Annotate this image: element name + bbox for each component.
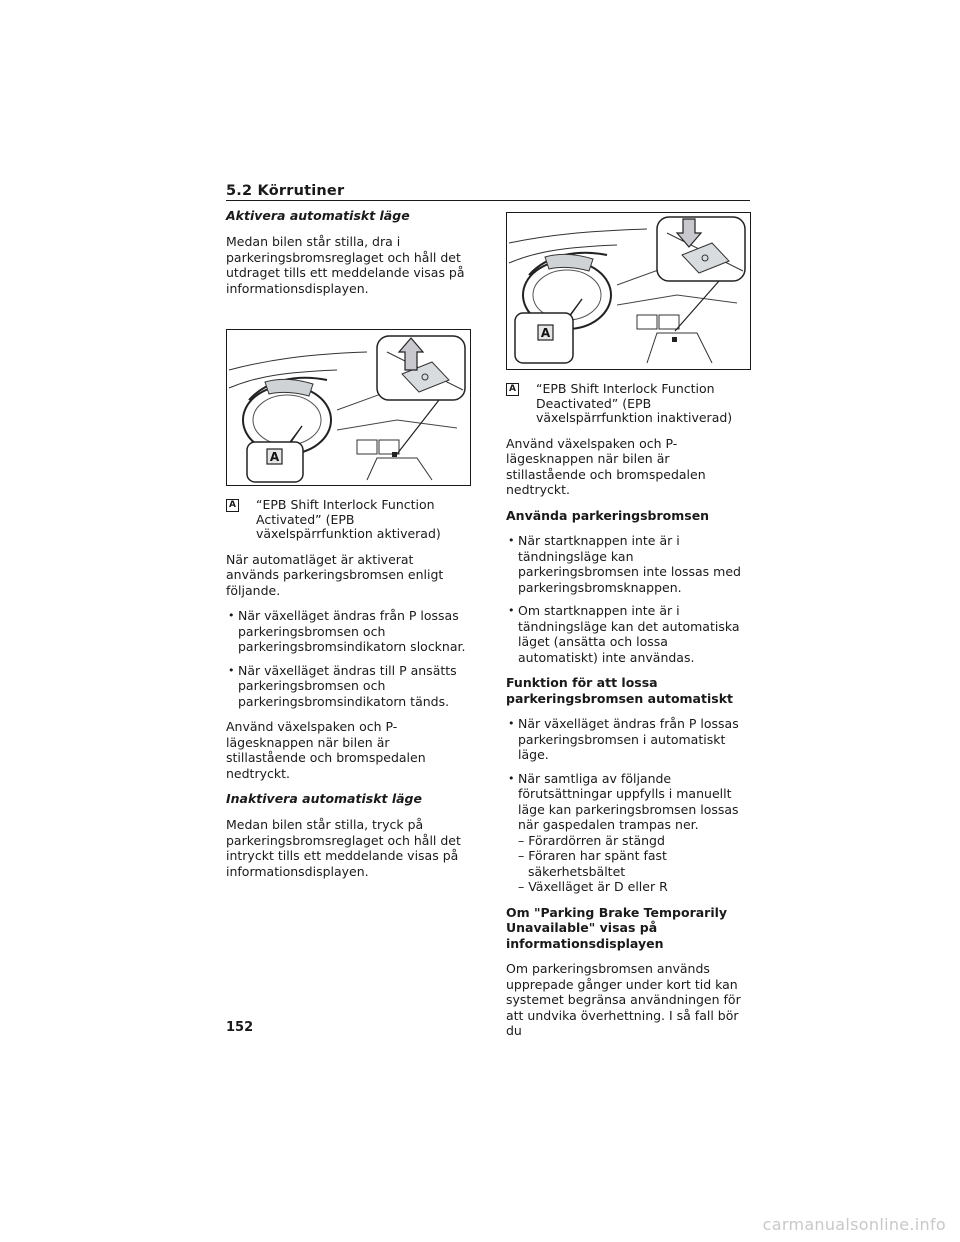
bullet-list-auto-mode	[226, 608, 470, 709]
sub-item: – Föraren har spänt fast säkerhetsbältet	[518, 848, 667, 879]
figure-callout-label: A	[540, 326, 551, 340]
paragraph-deactivate-instructions: Medan bilen står stilla, tryck på parkeringsbromsreglaget och håll det intryckt tills ett meddelande visas på informationsdisplayen.	[226, 817, 461, 879]
section-header	[226, 180, 750, 201]
caption-badge: A	[226, 499, 239, 512]
left-column	[226, 208, 470, 889]
dashboard-illustration-push	[507, 213, 750, 369]
caption-deactivated	[506, 382, 750, 426]
paragraph-use-shift-lever: Använd växelspaken och P-lägesknappen när bilen är stillastående och bromspedalen nedtryckt.	[226, 719, 426, 781]
figure-epb-deactivate	[506, 212, 751, 370]
figure-callout-label: A	[269, 450, 280, 464]
page-number: 152	[226, 1020, 254, 1035]
list-item: • När växelläget ändras från P lossas parkeringsbromsen i automatiskt läge.	[506, 716, 750, 763]
paragraph-activate-instructions: Medan bilen står stilla, dra i parkeringsbromsreglaget och håll det utdraget tills ett meddelande visas på informationsdisplayen.	[226, 234, 465, 296]
caption-text: “EPB Shift Interlock Function Activated” (EPB växelspärrfunktion aktiverad)	[256, 497, 441, 541]
right-column	[506, 212, 750, 1049]
paragraph-use-shift-lever: Använd växelspaken och P-lägesknappen när bilen är stillastående och bromspedalen nedtryckt.	[506, 435, 706, 497]
heading-auto-release: Funktion för att lossa parkeringsbromsen automatiskt	[506, 675, 733, 706]
heading-using-parking-brake: Använda parkeringsbromsen	[506, 507, 710, 523]
sub-item: – Förardörren är stängd	[518, 832, 665, 848]
paragraph-overheating: Om parkeringsbromsen används upprepade gånger under kort tid kan systemet begränsa användningen för att undvika överhettning. I så fall bör du	[506, 961, 741, 1038]
bullet-list-auto-release	[506, 716, 750, 895]
list-item: • När växelläget ändras till P ansätts parkeringsbromsen och parkeringsbromsindikatorn tänds.	[226, 663, 470, 710]
caption-text: “EPB Shift Interlock Function Deactivated” (EPB växelspärrfunktion inaktiverad)	[536, 381, 733, 425]
heading-temporarily-unavailable: Om "Parking Brake Temporarily Unavailable" visas på informationsdisplayen	[506, 904, 728, 951]
dashboard-illustration-pull	[227, 330, 470, 485]
list-item: • När växelläget ändras från P lossas parkeringsbromsen och parkeringsbromsindikatorn slocknar.	[226, 608, 470, 655]
section-title: 5.2 Körrutiner	[226, 183, 345, 199]
figure-epb-activate	[226, 329, 471, 486]
bullet-list-using-brake	[506, 533, 750, 665]
paragraph-auto-mode-usage: När automatläget är aktiverat används parkeringsbromsen enligt följande.	[226, 551, 444, 598]
sub-item: – Växelläget är D eller R	[518, 879, 668, 894]
list-item: • När startknappen inte är i tändningsläge kan parkeringsbromsen inte lossas med parkeringsbromsknappen.	[506, 533, 750, 595]
caption-activated	[226, 498, 470, 542]
heading-activate-auto: Aktivera automatiskt läge	[226, 208, 410, 223]
watermark-text: carmanualsonline.info	[762, 1215, 946, 1234]
list-item	[506, 771, 750, 895]
heading-deactivate-auto: Inaktivera automatiskt läge	[226, 791, 422, 806]
list-item: • Om startknappen inte är i tändningsläge kan det automatiska läget (ansätta och lossa automatiskt) inte användas.	[506, 603, 750, 665]
caption-badge: A	[506, 383, 519, 396]
list-item-text: När samtliga av följande förutsättningar uppfylls i manuellt läge kan parkeringsbromsen lossas när gaspedalen trampas ner.	[518, 770, 739, 832]
